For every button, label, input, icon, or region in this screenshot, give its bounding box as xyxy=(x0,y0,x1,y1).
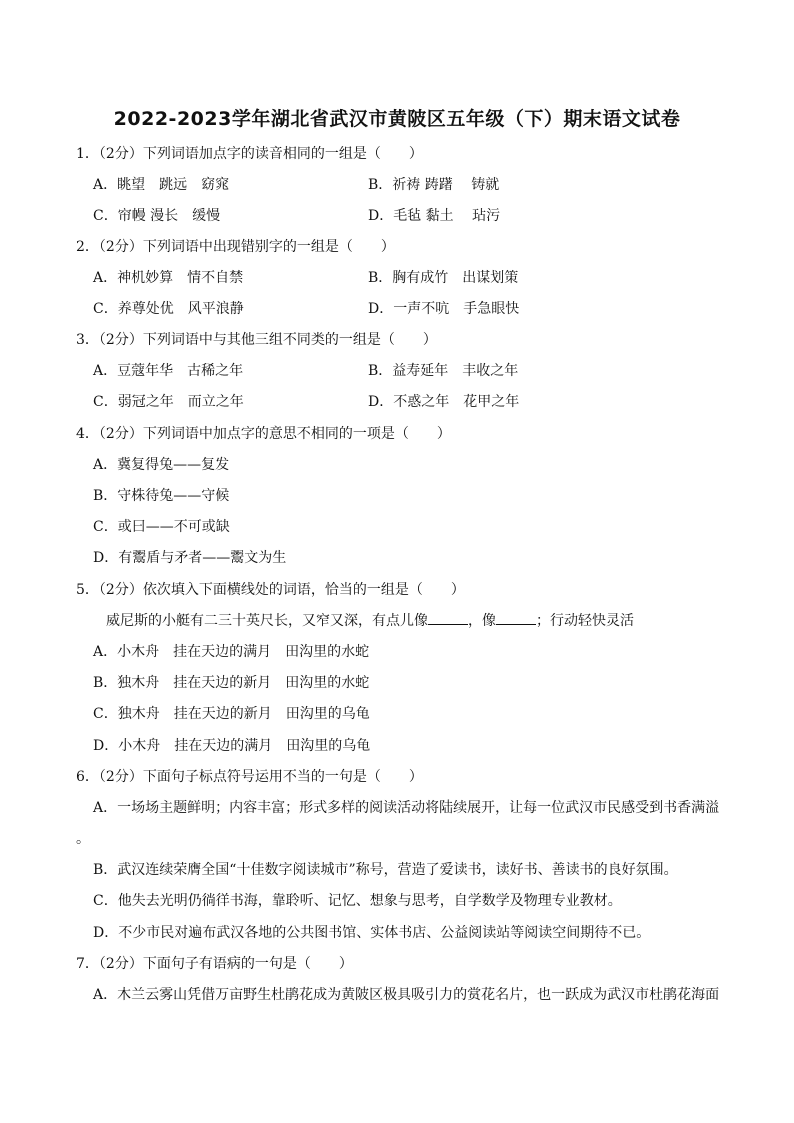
passage-text-2: ，像 xyxy=(468,613,496,629)
fill-blank-1 xyxy=(428,612,468,625)
question-6-option-a-continued: 。 xyxy=(76,831,90,847)
question-7-stem: 7．（2分）下面句子有语病的一句是（ ） xyxy=(76,956,353,972)
question-2-stem: 2．（2分）下列词语中出现错别字的一组是（ ） xyxy=(76,239,395,255)
question-3-option-c: C．弱冠之年 而立之年 xyxy=(93,394,244,410)
question-2-option-b: B．胸有成竹 出谋划策 xyxy=(368,270,519,286)
question-4-option-b: B．守株待兔——守候 xyxy=(93,488,230,504)
question-1-option-c: C．帘幔 漫长 缓慢 xyxy=(93,208,221,224)
question-7-option-a: A．木兰云雾山凭借万亩野生杜鹃花成为黄陂区极具吸引力的赏花名片，也一跃成为武汉市杜鹃花海面 xyxy=(93,987,720,1003)
question-5-option-c: C．独木舟 挂在天边的新月 田沟里的乌龟 xyxy=(93,706,370,722)
question-1-option-b: B．祈祷 踌躇 铸就 xyxy=(368,177,500,193)
question-4-option-a: A．冀复得兔——复发 xyxy=(93,457,230,473)
question-5-stem: 5．（2分）依次填入下面横线处的词语，恰当的一组是（ ） xyxy=(76,582,465,598)
question-2-option-d: D．一声不吭 手急眼快 xyxy=(368,301,520,317)
exam-title: 2022-2023学年湖北省武汉市黄陂区五年级（下）期末语文试卷 xyxy=(113,108,681,130)
question-5-option-d: D．小木舟 挂在天边的满月 田沟里的乌龟 xyxy=(93,738,371,754)
passage-text-1: 威尼斯的小艇有二三十英尺长，又窄又深，有点儿像 xyxy=(106,613,428,629)
question-1-stem: 1．（2分）下列词语加点字的读音相同的一组是（ ） xyxy=(76,146,423,162)
question-6-option-a: A．一场场主题鲜明；内容丰富；形式多样的阅读活动将陆续展开，让每一位武汉市民感受到书香满溢 xyxy=(93,800,720,816)
question-3-stem: 3．（2分）下列词语中与其他三组不同类的一组是（ ） xyxy=(76,332,437,348)
question-6-stem: 6．（2分）下面句子标点符号运用不当的一句是（ ） xyxy=(76,769,423,785)
question-3-option-d: D．不惑之年 花甲之年 xyxy=(368,394,520,410)
question-2-option-a: A．神机妙算 情不自禁 xyxy=(93,270,244,286)
question-3-option-b: B．益寿延年 丰收之年 xyxy=(368,363,519,379)
question-4-option-d: D．有鬻盾与矛者——鬻文为生 xyxy=(93,550,287,566)
question-5-passage xyxy=(106,612,634,630)
question-2-option-c: C．养尊处优 风平浪静 xyxy=(93,301,244,317)
question-4-option-c: C．或曰——不可或缺 xyxy=(93,519,230,535)
question-4-stem: 4．（2分）下列词语中加点字的意思不相同的一项是（ ） xyxy=(76,426,451,442)
question-6-option-d: D．不少市民对遍布武汉各地的公共图书馆、实体书店、公益阅读站等阅读空间期待不已。 xyxy=(93,925,651,941)
passage-text-3: ；行动轻快灵活 xyxy=(536,613,634,629)
question-3-option-a: A．豆蔻年华 古稀之年 xyxy=(93,363,244,379)
question-1-option-d: D．毛毡 黏土 玷污 xyxy=(368,208,501,224)
question-5-option-b: B．独木舟 挂在天边的新月 田沟里的水蛇 xyxy=(93,675,370,691)
question-6-option-b: B．武汉连续荣膺全国“十佳数字阅读城市”称号，营造了爱读书，读好书、善读书的良好氛围。 xyxy=(93,862,678,878)
question-5-option-a: A．小木舟 挂在天边的满月 田沟里的水蛇 xyxy=(93,644,370,660)
question-6-option-c: C．他失去光明仍徜徉书海，靠聆听、记忆、想象与思考，自学数学及物理专业教材。 xyxy=(93,893,622,909)
question-1-option-a: A．眺望 跳远 窈窕 xyxy=(93,177,230,193)
fill-blank-2 xyxy=(496,612,536,625)
